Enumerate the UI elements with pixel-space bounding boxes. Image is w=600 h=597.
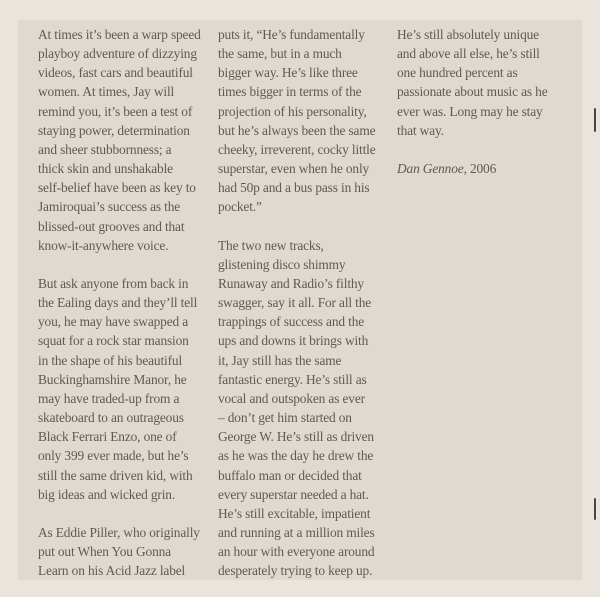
text-line: as he was the day he drew the — [218, 448, 374, 464]
page-edge-mark — [594, 498, 596, 520]
text-line: still the same driven kid, with — [38, 467, 193, 483]
text-line: pocket.” — [218, 199, 262, 215]
text-line: vocal and outspoken as ever — [218, 390, 365, 406]
text-line: women. At times, Jay will — [38, 84, 175, 100]
text-line: the Ealing days and they’ll tell — [38, 295, 198, 311]
text-line: swagger, say it all. For all the — [218, 295, 372, 311]
text-line: times bigger in terms of the — [218, 84, 362, 100]
text-line: it, Jay still has the same — [218, 352, 342, 368]
text-line: may have traded-up from a — [38, 390, 180, 406]
author-name: Dan Gennoe — [397, 161, 464, 177]
text-line: glistening disco shimmy — [218, 256, 346, 272]
paragraph — [38, 25, 218, 255]
text-line: one hundred percent as — [397, 65, 518, 81]
text-line: playboy adventure of dizzying — [38, 46, 197, 62]
text-line: passionate about music as he — [397, 84, 548, 100]
text-line: and above all else, he’s still — [397, 46, 540, 62]
text-line: squat for a rock star mansion — [38, 333, 189, 349]
text-line: thick skin and unshakable — [38, 161, 173, 177]
text-line: but he’s always been the same — [218, 122, 376, 138]
paragraph — [218, 236, 394, 581]
text-line: – don’t get him started on — [218, 410, 352, 426]
text-line: Learn on his Acid Jazz label — [38, 563, 186, 579]
text-line: He’s still excitable, impatient — [218, 505, 371, 521]
text-line: But ask anyone from back in — [38, 276, 189, 292]
text-line: remind you, it’s been a test of — [38, 103, 193, 119]
text-column-3 — [397, 25, 573, 197]
text-line: cheeky, irreverent, cocky little — [218, 141, 376, 157]
text-line: He’s still absolutely unique — [397, 27, 539, 42]
text-column-2 — [218, 25, 394, 597]
text-line: puts it, “He’s fundamentally — [218, 27, 365, 42]
text-line: ever was. Long may he stay — [397, 103, 543, 119]
text-line: big ideas and wicked grin. — [38, 486, 176, 502]
text-line: Jamiroquai’s success as the — [38, 199, 181, 215]
text-line: At times it’s been a warp speed — [38, 27, 201, 42]
text-line: George W. He’s still as driven — [218, 429, 374, 445]
text-line: Buckinghamshire Manor, he — [38, 371, 187, 387]
text-line: blissed-out grooves and that — [38, 218, 185, 234]
text-line: self-belief have been as key to — [38, 180, 196, 196]
text-line: put out When You Gonna — [38, 544, 171, 560]
text-line: that way. — [397, 122, 444, 138]
text-line: As Eddie Piller, who originally — [38, 525, 200, 541]
text-line: you, he may have swapped a — [38, 314, 189, 330]
credit-year: , 2006 — [463, 161, 497, 177]
text-line: desperately trying to keep up. — [218, 563, 373, 579]
text-line: skateboard to an outrageous — [38, 410, 184, 426]
text-line: had 50p and a bus pass in his — [218, 180, 370, 196]
text-line: projection of his personality, — [218, 103, 367, 119]
text-line: bigger way. He’s like three — [218, 65, 358, 81]
text-line: ups and downs it brings with — [218, 333, 369, 349]
text-line: and sheer stubbornness; a — [38, 141, 172, 157]
text-line: in the shape of his beautiful — [38, 352, 183, 368]
paragraph — [38, 523, 218, 580]
text-line: every superstar needed a hat. — [218, 486, 369, 502]
text-line: the same, but in a much — [218, 46, 342, 62]
page-edge-mark — [594, 108, 596, 132]
text-line: fantastic energy. He’s still as — [218, 371, 367, 387]
paragraph — [397, 25, 573, 140]
text-line: superstar, even when he only — [218, 161, 370, 177]
text-line: know-it-anywhere voice. — [38, 237, 169, 253]
text-line: trappings of success and the — [218, 314, 365, 330]
text-column-1 — [38, 25, 218, 597]
text-line: an hour with everyone around — [218, 544, 375, 560]
text-line: buffalo man or decided that — [218, 467, 362, 483]
text-line: staying power, determination — [38, 122, 190, 138]
author-credit — [397, 159, 573, 178]
text-line: only 399 ever made, but he’s — [38, 448, 189, 464]
text-line: videos, fast cars and beautiful — [38, 65, 193, 81]
text-line: and running at a million miles — [218, 525, 375, 541]
text-line: Black Ferrari Enzo, one of — [38, 429, 177, 445]
paragraph — [38, 274, 218, 504]
text-line: Runaway and Radio’s filthy — [218, 276, 364, 292]
text-line: The two new tracks, — [218, 237, 324, 253]
paragraph — [218, 25, 394, 217]
